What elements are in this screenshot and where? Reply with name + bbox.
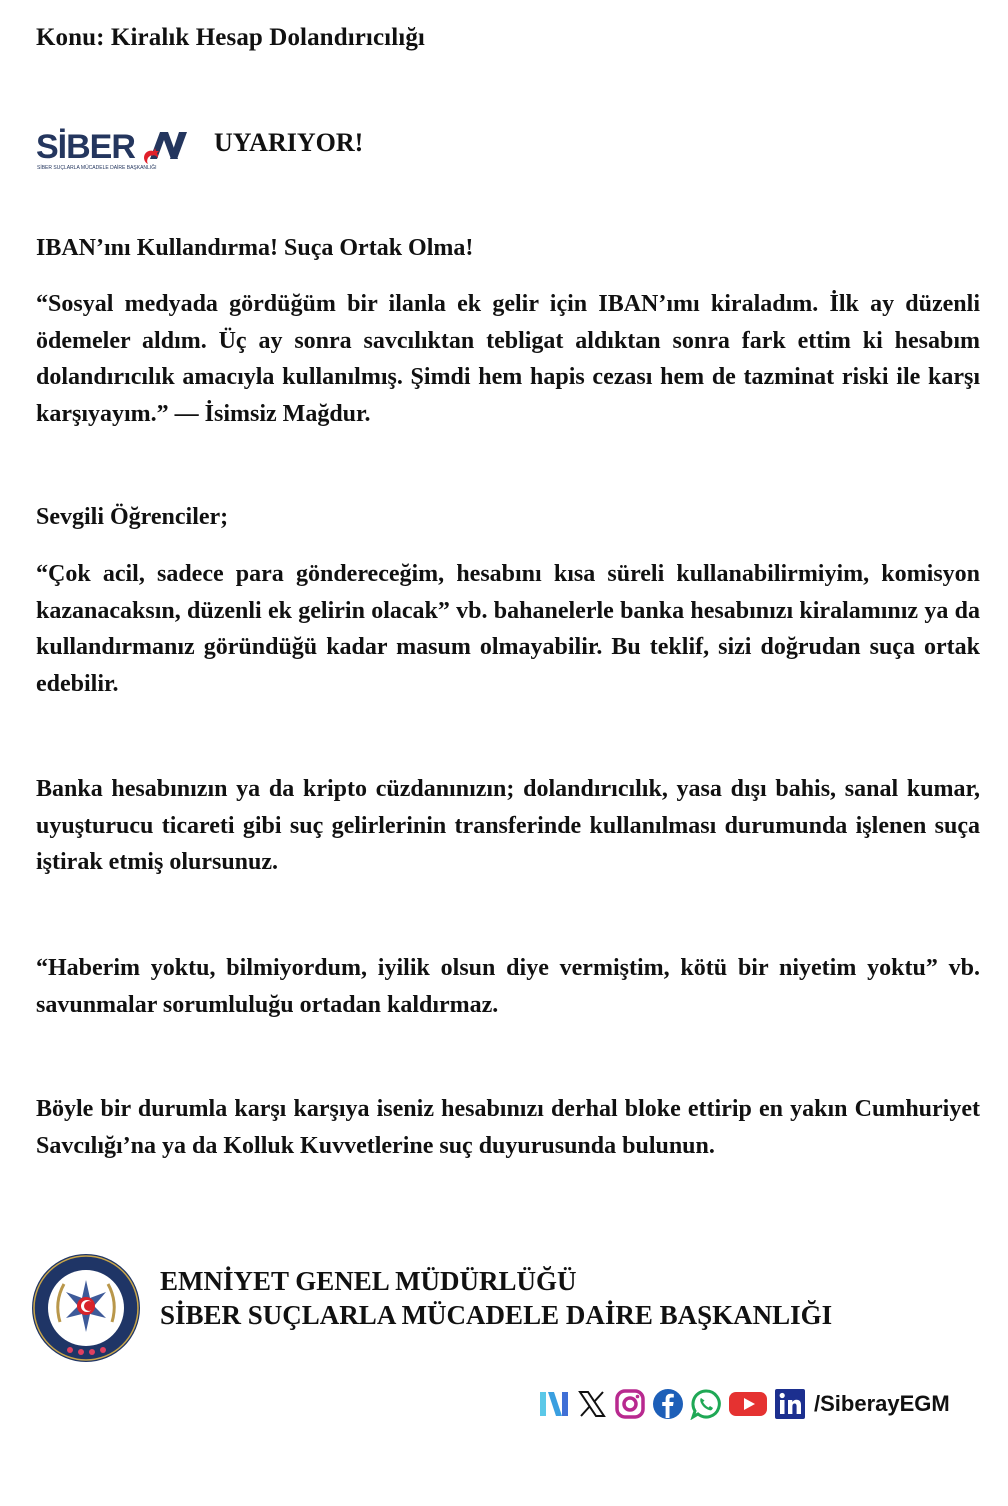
nsosyal-icon[interactable] bbox=[538, 1388, 570, 1420]
paragraph-excuses: “Çok acil, sadece para göndereceğim, hesabını kısa süreli kullanabilirmiyim, komisyon kazanacaksın, düzenli ek gelirin olacak” vb. bahanelerle banka hesabınızı kiralamınız ya da kullandırmanız göründüğü kadar masum olmayabilir. Bu teklif, sizi doğrudan suça ortak edebilir. bbox=[36, 561, 980, 697]
document-subject: Konu: Kiralık Hesap Dolandırıcılığı bbox=[36, 24, 425, 51]
warning-label: UYARIYOR! bbox=[214, 128, 364, 157]
x-icon[interactable] bbox=[576, 1388, 608, 1420]
svg-text:SİBER: SİBER bbox=[36, 128, 135, 166]
org-line-1: EMNİYET GENEL MÜDÜRLÜĞÜ bbox=[160, 1266, 577, 1296]
greeting: Sevgili Öğrenciler; bbox=[36, 504, 229, 530]
testimonial-paragraph: “Sosyal medyada gördüğüm bir ilanla ek gelir için IBAN’ımı kiraladım. İlk ay düzenli ödemeler aldım. Üç ay sonra savcılıktan tebligat aldıktan sonra fark ettim ki hesabım dolandırıcılık amacıyla kullanılmış. Şimdi hem hapis cezası hem de tazminat riski ile karşı karşıyayım.” — İsimsiz Mağdur. bbox=[36, 291, 980, 427]
youtube-icon[interactable] bbox=[728, 1388, 768, 1420]
document-heading: IBAN’ını Kullandırma! Suça Ortak Olma! bbox=[36, 235, 474, 261]
linkedin-icon[interactable] bbox=[774, 1388, 806, 1420]
paragraph-crime-participation: Banka hesabınızın ya da kripto cüzdanınızın; dolandırıcılık, yasa dışı bahis, sanal kumar, uyuşturucu ticareti gibi suç gelirlerinin transferinde kullanılması durumunda işlenen suça iştirak etmiş olursunuz. bbox=[36, 776, 980, 875]
siberay-logo bbox=[36, 128, 192, 172]
paragraph-defenses: “Haberim yoktu, bilmiyordum, iyilik olsun diye vermiştim, kötü bir niyetim yoktu” vb. savunmalar sorumluluğu ortadan kaldırmaz. bbox=[36, 955, 980, 1018]
svg-text:SİBER SUÇLARLA MÜCADELE DAİRE: SİBER SUÇLARLA MÜCADELE DAİRE BAŞKANLIĞI bbox=[37, 165, 157, 171]
social-handle[interactable]: /SiberayEGM bbox=[814, 1391, 950, 1416]
social-links bbox=[538, 1384, 950, 1424]
svg-text:EGM: EGM bbox=[78, 1337, 94, 1344]
facebook-icon[interactable] bbox=[652, 1388, 684, 1420]
whatsapp-icon[interactable] bbox=[690, 1388, 722, 1420]
org-line-2: SİBER SUÇLARLA MÜCADELE DAİRE BAŞKANLIĞI bbox=[160, 1300, 833, 1330]
paragraph-what-to-do: Böyle bir durumla karşı karşıya iseniz hesabınızı derhal bloke ettirip en yakın Cumhuriyet Savcılığı’na ya da Kolluk Kuvvetlerine suç duyurusunda bulunun. bbox=[36, 1096, 980, 1159]
instagram-icon[interactable] bbox=[614, 1388, 646, 1420]
egm-seal-icon bbox=[26, 1252, 146, 1364]
